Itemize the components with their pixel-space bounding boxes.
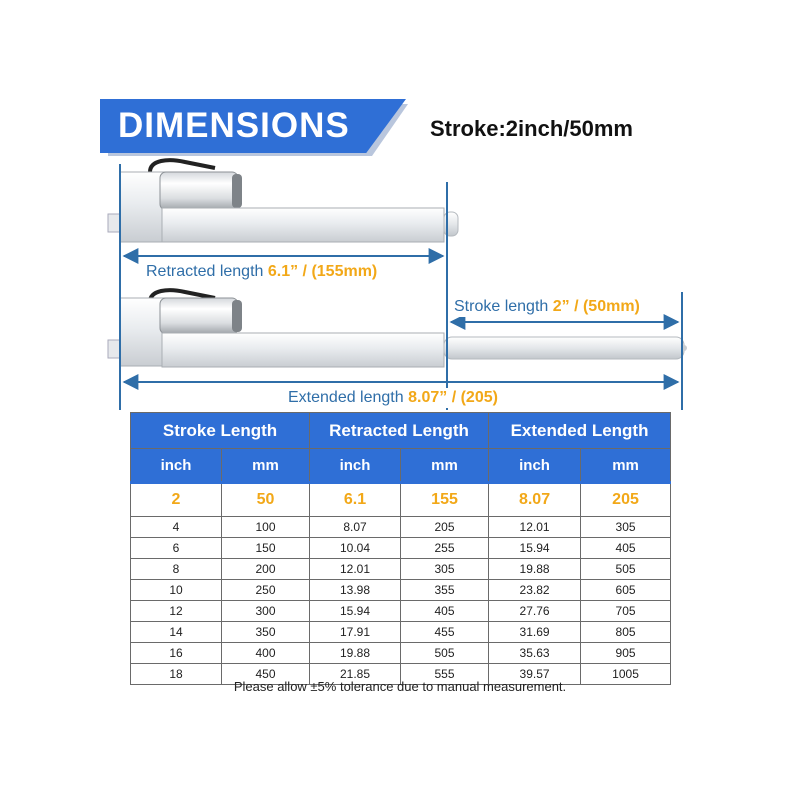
table-cell: 4 bbox=[131, 517, 222, 538]
table-cell: 19.88 bbox=[310, 643, 401, 664]
table-cell: 205 bbox=[401, 517, 489, 538]
table-row bbox=[131, 601, 671, 622]
unit-header: mm bbox=[581, 449, 671, 483]
table-cell: 450 bbox=[222, 664, 310, 685]
header-retracted-length: Retracted Length bbox=[310, 413, 489, 449]
table-row bbox=[131, 559, 671, 580]
table-cell: 100 bbox=[222, 517, 310, 538]
table-cell: 2 bbox=[131, 483, 222, 517]
table-cell: 15.94 bbox=[489, 538, 581, 559]
retracted-actuator bbox=[108, 160, 458, 242]
table-cell: 305 bbox=[401, 559, 489, 580]
table-cell: 1005 bbox=[581, 664, 671, 685]
table-cell: 19.88 bbox=[489, 559, 581, 580]
table-cell: 305 bbox=[581, 517, 671, 538]
table-cell: 8.07 bbox=[310, 517, 401, 538]
table-cell: 50 bbox=[222, 483, 310, 517]
table-cell: 250 bbox=[222, 580, 310, 601]
stroke-length-label bbox=[450, 297, 644, 317]
table-cell: 505 bbox=[401, 643, 489, 664]
table-cell: 15.94 bbox=[310, 601, 401, 622]
retracted-length-value: 6.1” / (155mm) bbox=[267, 263, 378, 280]
dimension-table bbox=[130, 412, 671, 685]
table-cell: 555 bbox=[401, 664, 489, 685]
table-cell: 12.01 bbox=[489, 517, 581, 538]
table-cell: 6 bbox=[131, 538, 222, 559]
unit-header: inch bbox=[489, 449, 581, 483]
table-cell: 27.76 bbox=[489, 601, 581, 622]
table-row bbox=[131, 643, 671, 664]
tolerance-note: Please allow ±5% tolerance due to manual measurement. bbox=[233, 679, 567, 694]
table-group-header bbox=[131, 413, 671, 449]
table-cell: 205 bbox=[581, 483, 671, 517]
table-cell: 255 bbox=[401, 538, 489, 559]
table-cell: 10.04 bbox=[310, 538, 401, 559]
table-cell: 31.69 bbox=[489, 622, 581, 643]
table-unit-header bbox=[131, 449, 671, 483]
table-cell: 155 bbox=[401, 483, 489, 517]
table-cell: 12.01 bbox=[310, 559, 401, 580]
table-cell: 12 bbox=[131, 601, 222, 622]
table-cell: 350 bbox=[222, 622, 310, 643]
table-cell: 300 bbox=[222, 601, 310, 622]
header-extended-length: Extended Length bbox=[489, 413, 671, 449]
unit-header: inch bbox=[310, 449, 401, 483]
table-row bbox=[131, 622, 671, 643]
extended-length-value: 8.07” / (205) bbox=[408, 389, 498, 406]
table-cell: 705 bbox=[581, 601, 671, 622]
retracted-length-label bbox=[142, 262, 381, 282]
table-row bbox=[131, 517, 671, 538]
table-cell: 14 bbox=[131, 622, 222, 643]
table-cell: 150 bbox=[222, 538, 310, 559]
table-cell: 6.1 bbox=[310, 483, 401, 517]
table-cell: 355 bbox=[401, 580, 489, 601]
page-title: DIMENSIONS bbox=[118, 106, 350, 145]
table-row bbox=[131, 580, 671, 601]
table-cell: 905 bbox=[581, 643, 671, 664]
unit-header: mm bbox=[401, 449, 489, 483]
stroke-length-value: 2” / (50mm) bbox=[552, 298, 640, 315]
table-cell: 17.91 bbox=[310, 622, 401, 643]
table-cell: 8 bbox=[131, 559, 222, 580]
table-row bbox=[131, 538, 671, 559]
highlight-row bbox=[131, 483, 671, 517]
table-cell: 21.85 bbox=[310, 664, 401, 685]
stroke-length-text: Stroke length bbox=[454, 298, 549, 315]
table-cell: 805 bbox=[581, 622, 671, 643]
table-cell: 10 bbox=[131, 580, 222, 601]
retracted-length-text: Retracted length bbox=[146, 263, 264, 280]
table-cell: 23.82 bbox=[489, 580, 581, 601]
extended-length-text: Extended length bbox=[288, 389, 404, 406]
table-cell: 13.98 bbox=[310, 580, 401, 601]
table-cell: 400 bbox=[222, 643, 310, 664]
stroke-heading: Stroke:2inch/50mm bbox=[430, 116, 633, 141]
unit-header: mm bbox=[222, 449, 310, 483]
table-cell: 505 bbox=[581, 559, 671, 580]
table-cell: 8.07 bbox=[489, 483, 581, 517]
header-stroke-length: Stroke Length bbox=[131, 413, 310, 449]
extended-length-label bbox=[284, 388, 502, 408]
table-cell: 39.57 bbox=[489, 664, 581, 685]
table-cell: 405 bbox=[401, 601, 489, 622]
table-cell: 455 bbox=[401, 622, 489, 643]
table-cell: 605 bbox=[581, 580, 671, 601]
table-cell: 405 bbox=[581, 538, 671, 559]
table-cell: 200 bbox=[222, 559, 310, 580]
unit-header: inch bbox=[131, 449, 222, 483]
table-cell: 35.63 bbox=[489, 643, 581, 664]
table-cell: 16 bbox=[131, 643, 222, 664]
table-cell: 18 bbox=[131, 664, 222, 685]
